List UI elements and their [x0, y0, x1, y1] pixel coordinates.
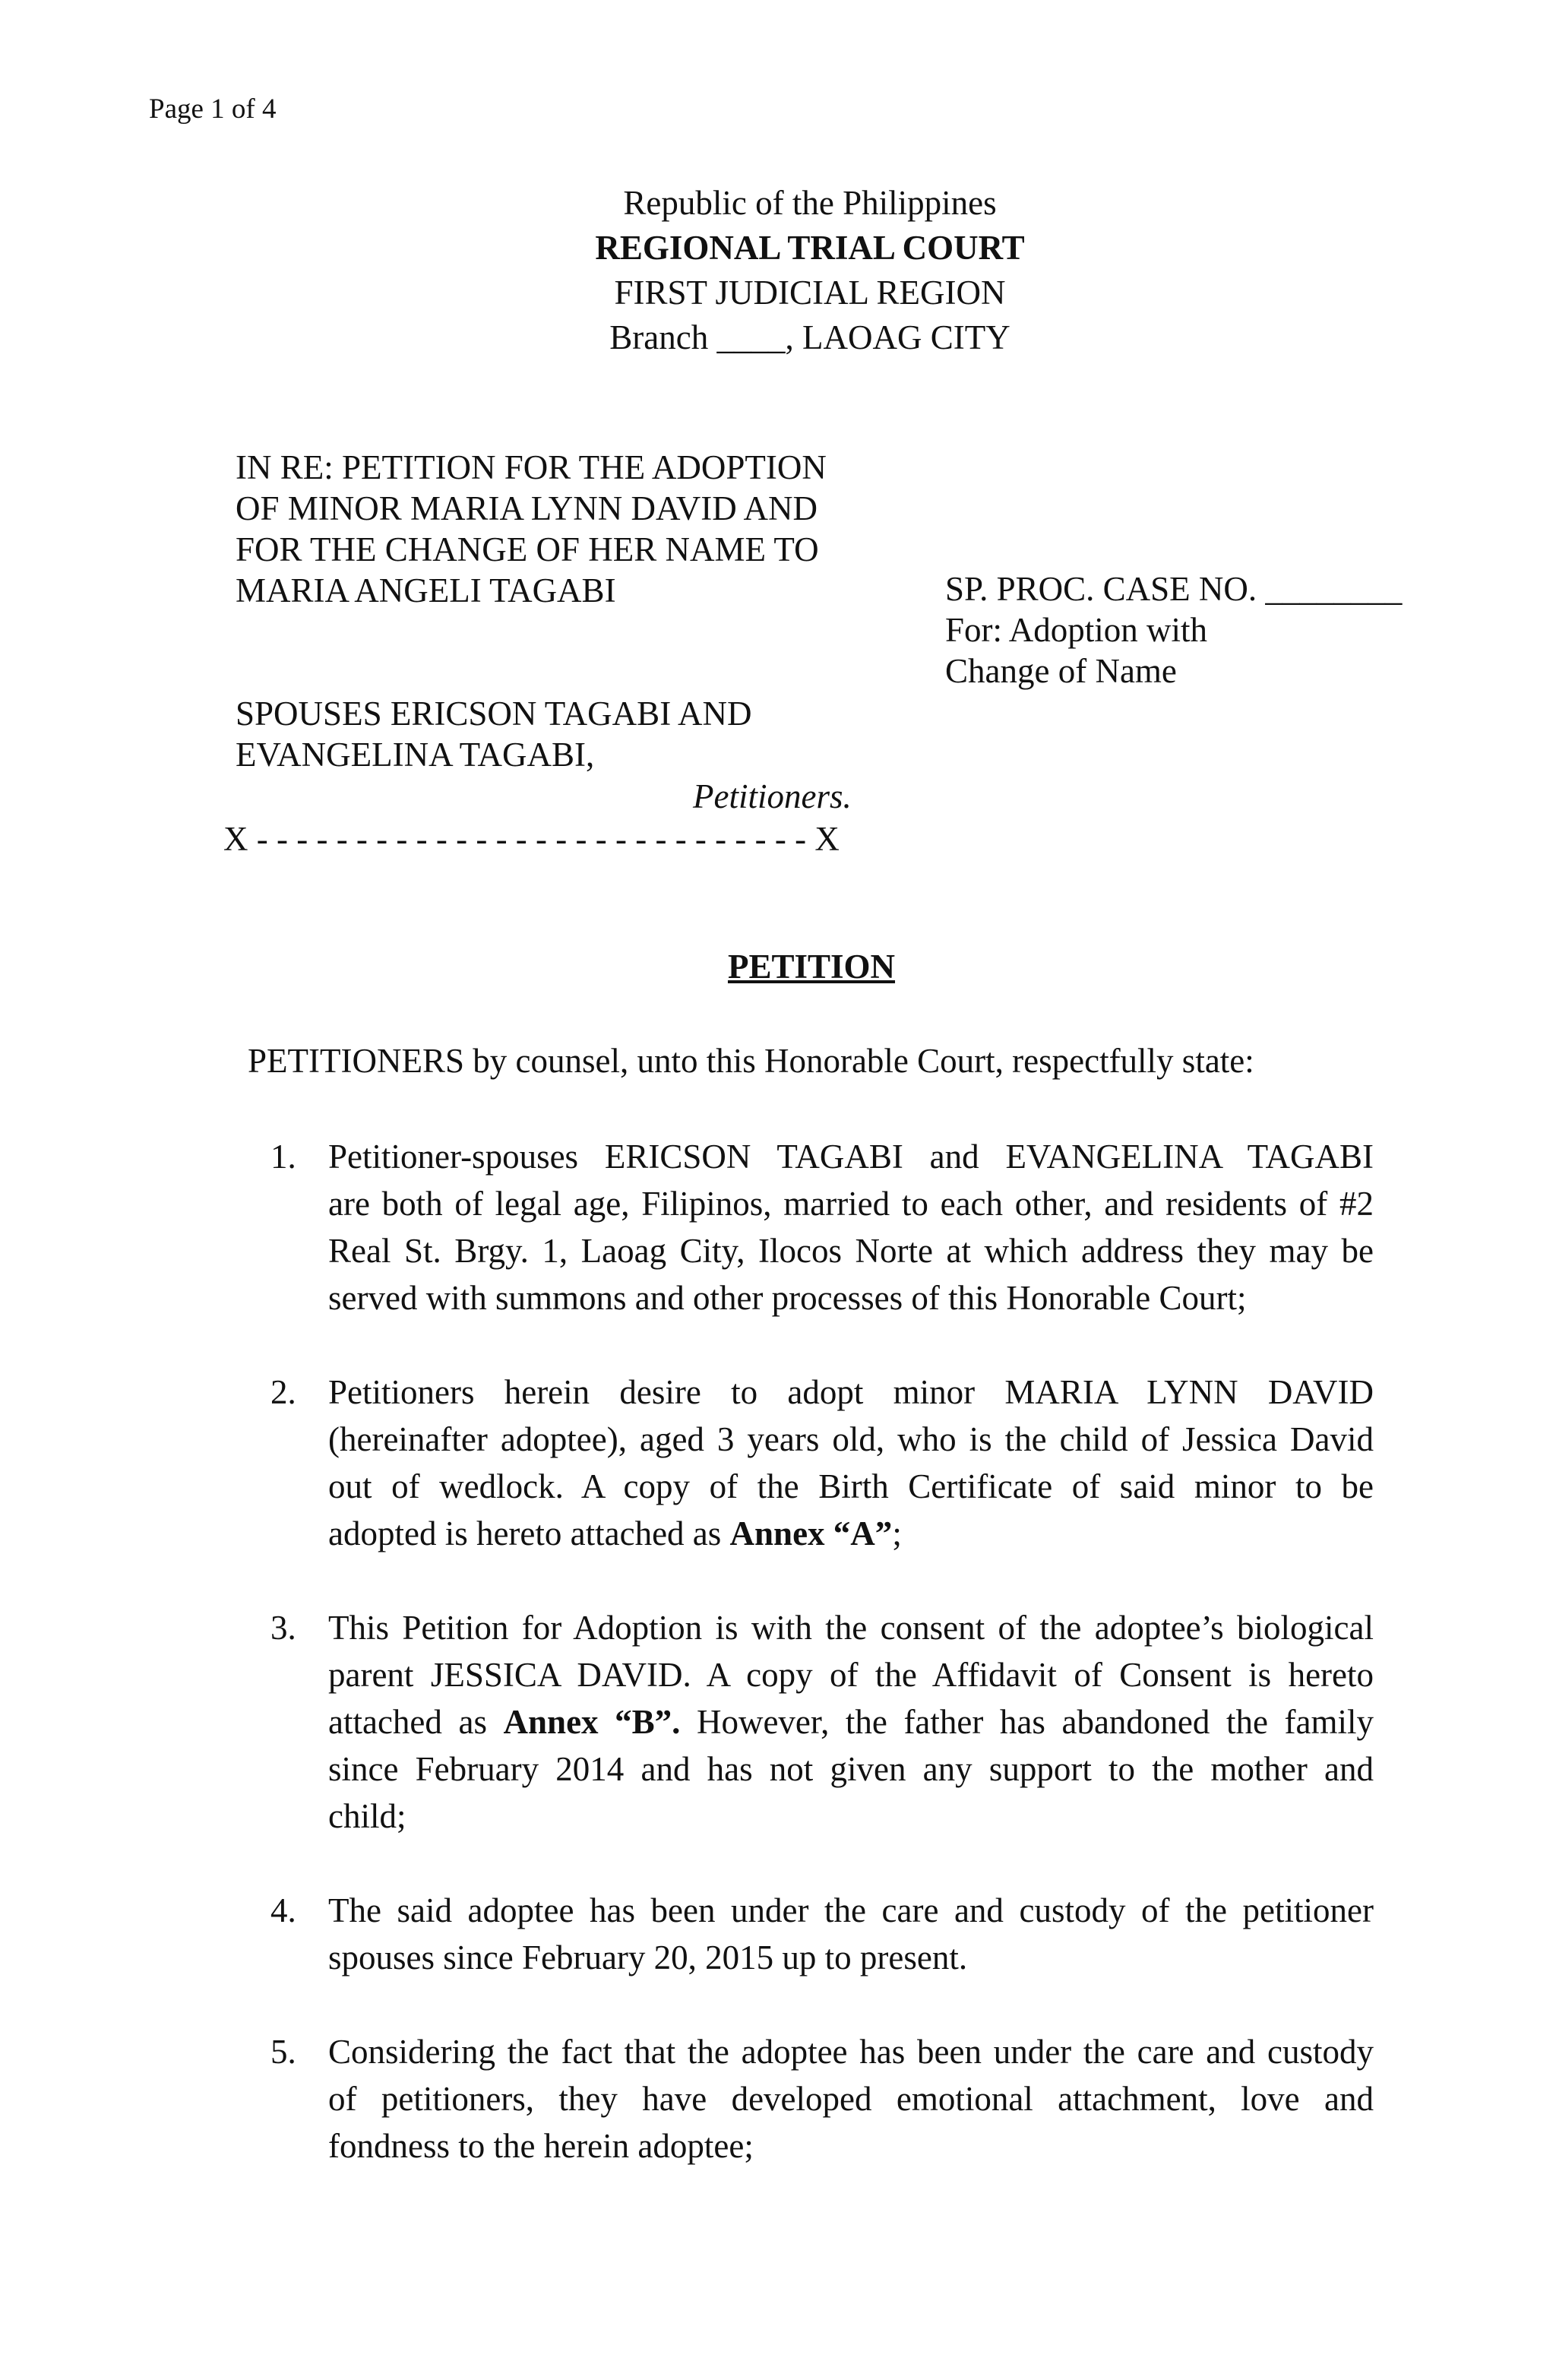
paragraph-line: fondness to the herein adoptee; — [328, 2127, 754, 2165]
paragraph-line: out of wedlock. A copy of the Birth Certificate of said minor to be — [328, 1467, 1374, 1505]
case-nature-line: Change of Name — [945, 652, 1177, 690]
paragraph-line: spouses since February 20, 2015 up to present. — [328, 1938, 968, 1976]
paragraph-line: This Petition for Adoption is with the consent of the adoptee’s biological — [328, 1609, 1374, 1647]
paragraph-line — [328, 1514, 1374, 1553]
annex-b-reference: Annex “B”. — [503, 1703, 681, 1741]
paragraph-line: Petitioners herein desire to adopt minor MARIA LYNN DAVID — [328, 1373, 1374, 1411]
line-text: attached as — [328, 1703, 504, 1741]
case-caption-in-re — [236, 447, 827, 611]
caption-separator: X - - - - - - - - - - - - - - - - - - - - - - - - - - - - X — [223, 820, 840, 858]
caption-line: SPOUSES ERICSON TAGABI AND — [236, 695, 752, 733]
header-republic: Republic of the Philippines — [623, 184, 997, 222]
paragraph-line: of petitioners, they have developed emotional attachment, love and — [328, 2080, 1374, 2118]
paragraph-number: 4. — [270, 1891, 296, 1929]
paragraph-line: since February 2014 and has not given any support to the mother and — [328, 1750, 1374, 1788]
case-nature-line: For: Adoption with — [945, 611, 1208, 649]
paragraph-line: Considering the fact that the adoptee has been under the care and custody — [328, 2033, 1374, 2071]
paragraph-number: 2. — [270, 1373, 296, 1411]
case-number-block — [945, 568, 1402, 692]
paragraph-line: Real St. Brgy. 1, Laoag City, Ilocos Norte at which address they may be — [328, 1232, 1374, 1270]
paragraph-line — [328, 1702, 1374, 1742]
paragraph-line: The said adoptee has been under the care and custody of the petitioner — [328, 1891, 1374, 1929]
caption-line: EVANGELINA TAGABI, — [236, 736, 595, 774]
paragraph-line: parent JESSICA DAVID. A copy of the Affidavit of Consent is hereto — [328, 1656, 1374, 1694]
header-branch: Branch ____, LAOAG CITY — [609, 318, 1010, 356]
annex-a-reference: Annex “A” — [729, 1514, 893, 1552]
paragraph-line: Petitioner-spouses ERICSON TAGABI and EVANGELINA TAGABI — [328, 1138, 1374, 1176]
paragraph-line: (hereinafter adoptee), aged 3 years old, who is the child of Jessica David — [328, 1420, 1374, 1458]
caption-line: OF MINOR MARIA LYNN DAVID AND — [236, 489, 818, 527]
line-text: adopted is hereto attached as — [328, 1514, 730, 1552]
header-court-name: REGIONAL TRIAL COURT — [595, 229, 1025, 267]
paragraph-line: child; — [328, 1797, 406, 1835]
case-number: SP. PROC. CASE NO. ________ — [945, 570, 1403, 608]
page-number: Page 1 of 4 — [149, 93, 277, 125]
petitioners-names — [236, 693, 751, 775]
paragraph-number: 3. — [270, 1609, 296, 1647]
caption-line: IN RE: PETITION FOR THE ADOPTION — [236, 448, 827, 486]
paragraph-line: served with summons and other processes of this Honorable Court; — [328, 1279, 1247, 1317]
caption-line: FOR THE CHANGE OF HER NAME TO — [236, 530, 819, 568]
line-text: ; — [892, 1514, 902, 1552]
paragraph-number: 1. — [270, 1138, 296, 1176]
document-title: PETITION — [727, 948, 896, 986]
paragraph-line: are both of legal age, Filipinos, married to each other, and residents of #2 — [328, 1185, 1374, 1223]
header-region: FIRST JUDICIAL REGION — [614, 274, 1006, 312]
paragraph-number: 5. — [270, 2033, 296, 2071]
court-header — [0, 181, 1556, 360]
line-text: However, the father has abandoned the family — [680, 1703, 1374, 1741]
caption-line: MARIA ANGELI TAGABI — [236, 571, 616, 609]
petitioners-label: Petitioners. — [693, 777, 852, 815]
intro-paragraph: PETITIONERS by counsel, unto this Honorable Court, respectfully state: — [248, 1042, 1254, 1080]
